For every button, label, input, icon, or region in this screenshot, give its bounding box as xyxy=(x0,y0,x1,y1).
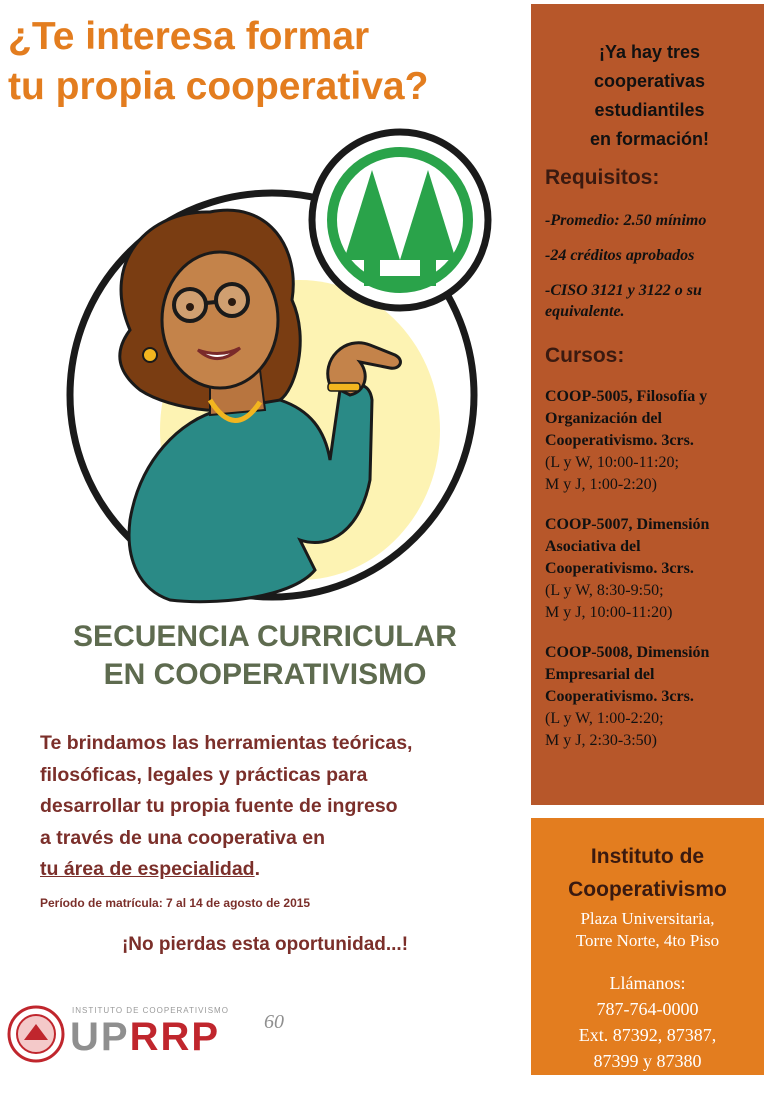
headline-line-1: ¿Te interesa formar xyxy=(8,15,370,58)
requirements-panel xyxy=(531,4,764,805)
course-schedule: M y J, 2:30-3:50) xyxy=(545,732,657,749)
headline xyxy=(8,12,528,112)
curriculum-title-line-1: SECUENCIA CURRICULAR xyxy=(73,620,457,653)
enrollment-period: Período de matrícula: 7 al 14 de agosto de 2015 xyxy=(40,896,311,910)
intro-line: tu área de especialidad. xyxy=(40,858,261,880)
institute-name: Instituto de Cooperativismo xyxy=(568,845,727,901)
requirement-item: -CISO 3121 y 3122 o su equivalente. xyxy=(545,282,702,320)
intro-paragraph xyxy=(40,728,510,886)
uprrp-wordmark: UPRRP xyxy=(70,1015,221,1059)
address: Plaza Universitaria, Torre Norte, 4to Piso xyxy=(575,909,720,950)
intro-line: a través de una cooperativa en xyxy=(40,826,326,849)
curriculum-title xyxy=(20,618,510,694)
course-item xyxy=(545,386,754,496)
requirement-item: -Promedio: 2.50 mínimo xyxy=(545,212,707,229)
courses-heading: Cursos: xyxy=(545,344,625,367)
course-title: COOP-5005, Filosofía y Organización del Cooperativismo. 3crs. xyxy=(545,388,708,449)
course-schedule: (L y W, 10:00-11:20; xyxy=(545,454,679,471)
course-schedule: (L y W, 1:00-2:20; xyxy=(545,710,664,727)
course-schedule: M y J, 10:00-11:20) xyxy=(545,604,673,621)
anniversary-mark: 60 xyxy=(264,1011,284,1033)
requirement-item: -24 créditos aprobados xyxy=(545,247,695,264)
course-item xyxy=(545,642,754,752)
course-item xyxy=(545,514,754,624)
announcement: ¡Ya hay tres cooperativas estudiantiles en formación! xyxy=(589,42,709,149)
call-us: Llámanos: xyxy=(609,973,686,993)
footer-logos xyxy=(6,1000,326,1070)
course-title: COOP-5007, Dimensión Asociativa del Cooperativismo. 3crs. xyxy=(545,516,710,577)
phone-number: 787-764-0000 xyxy=(596,999,699,1019)
headline-line-2: tu propia cooperativa? xyxy=(8,65,429,108)
institute-small-text: INSTITUTO DE COOPERATIVISMO xyxy=(72,1006,229,1015)
extensions: 87399 y 87380 xyxy=(593,1051,702,1071)
intro-line: desarrollar tu propia fuente de ingreso xyxy=(40,795,398,817)
course-title: COOP-5008, Dimensión Empresarial del Cooperativismo. 3crs. xyxy=(545,644,710,705)
dont-miss-text: ¡No pierdas esta oportunidad...! xyxy=(121,934,409,955)
woman-illustration xyxy=(60,100,520,610)
contact-panel xyxy=(531,818,764,1075)
requirements-heading: Requisitos: xyxy=(545,166,660,189)
university-seal-icon xyxy=(9,1007,63,1061)
course-schedule: M y J, 1:00-2:20) xyxy=(545,476,657,493)
face xyxy=(162,252,278,388)
specialty-underlined: tu área de especialidad xyxy=(40,858,255,880)
extensions: Ext. 87392, 87387, xyxy=(578,1025,717,1045)
earring xyxy=(143,348,157,362)
bracelet xyxy=(328,383,360,391)
course-schedule: (L y W, 8:30-9:50; xyxy=(545,582,664,599)
curriculum-title-line-2: EN COOPERATIVISMO xyxy=(103,658,427,691)
intro-line: filosóficas, legales y prácticas para xyxy=(40,763,368,786)
intro-line: Te brindamos las herramientas teóricas, xyxy=(40,732,413,754)
